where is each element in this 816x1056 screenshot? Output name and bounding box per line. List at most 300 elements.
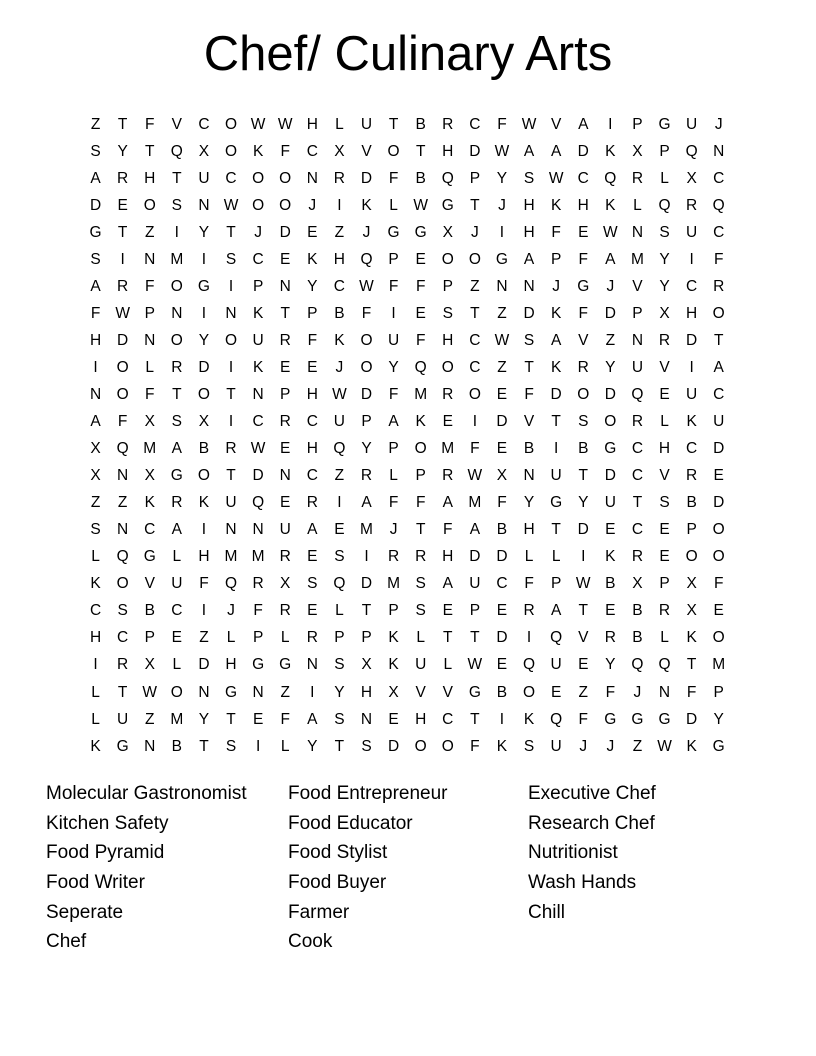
- grid-letter: E: [252, 710, 264, 728]
- grid-letter: R: [117, 277, 129, 295]
- grid-letter: E: [442, 413, 453, 431]
- grid-letter: G: [279, 656, 292, 674]
- grid-letter: L: [172, 548, 182, 566]
- grid-letter: M: [468, 494, 482, 512]
- word-search-grid: [82, 111, 732, 760]
- grid-letter: E: [578, 223, 589, 241]
- grid-letter: S: [171, 413, 182, 431]
- grid-letter: F: [578, 250, 588, 268]
- grid-letter: P: [469, 169, 481, 187]
- grid-letter: U: [631, 358, 644, 376]
- grid-letter: P: [144, 629, 155, 647]
- grid-letter: P: [361, 629, 372, 647]
- grid-letter: R: [442, 467, 454, 485]
- grid-letter: C: [577, 169, 589, 187]
- grid-letter: R: [658, 602, 671, 620]
- grid-letter: D: [387, 737, 400, 755]
- grid-letter: S: [334, 548, 345, 566]
- grid-letter: W: [413, 196, 428, 214]
- grid-letter: P: [388, 250, 399, 268]
- grid-letter: P: [469, 602, 481, 620]
- grid-letter: Z: [632, 737, 643, 755]
- grid-letter: V: [659, 358, 670, 376]
- grid-letter: Y: [578, 494, 589, 512]
- word-list-item: Food Writer: [46, 872, 145, 894]
- grid-letter: K: [144, 494, 155, 512]
- grid-letter: H: [442, 331, 454, 349]
- grid-letter: E: [659, 385, 670, 403]
- grid-letter: P: [550, 575, 562, 593]
- grid-letter: O: [387, 142, 400, 160]
- grid-letter: O: [143, 196, 156, 214]
- grid-letter: K: [388, 656, 399, 674]
- grid-letter: U: [550, 467, 562, 485]
- grid-letter: Q: [116, 440, 129, 458]
- grid-letter: S: [225, 250, 237, 268]
- grid-letter: O: [712, 548, 725, 566]
- grid-letter: D: [686, 710, 698, 728]
- grid-letter: C: [469, 115, 481, 133]
- grid-letter: M: [414, 385, 428, 403]
- grid-letter: S: [225, 737, 237, 755]
- grid-letter: I: [689, 358, 694, 376]
- grid-letter: N: [360, 710, 373, 728]
- grid-letter: U: [604, 494, 616, 512]
- word-list: [0, 779, 816, 959]
- grid-letter: U: [171, 575, 183, 593]
- grid-letter: K: [252, 142, 264, 160]
- grid-letter: A: [469, 521, 481, 539]
- grid-letter: G: [414, 223, 427, 241]
- grid-letter: A: [523, 142, 535, 160]
- grid-letter: T: [686, 656, 697, 674]
- grid-letter: Y: [388, 358, 399, 376]
- grid-letter: U: [252, 331, 264, 349]
- grid-letter: L: [91, 710, 100, 728]
- grid-letter: E: [280, 440, 291, 458]
- grid-letter: D: [198, 656, 210, 674]
- grid-letter: H: [686, 304, 698, 322]
- grid-letter: J: [606, 277, 615, 295]
- grid-letter: G: [712, 737, 725, 755]
- grid-letter: D: [496, 548, 508, 566]
- grid-letter: C: [631, 440, 644, 458]
- grid-letter: E: [307, 358, 318, 376]
- grid-letter: X: [659, 304, 670, 322]
- grid-letter: K: [605, 196, 616, 214]
- grid-letter: D: [686, 331, 698, 349]
- grid-letter: Z: [578, 683, 588, 701]
- grid-letter: Z: [334, 223, 345, 241]
- grid-letter: Y: [605, 656, 616, 674]
- grid-letter: U: [387, 331, 400, 349]
- grid-letter: T: [172, 169, 182, 187]
- grid-letter: I: [310, 683, 315, 701]
- grid-letter: F: [388, 277, 399, 295]
- word-list-item: Executive Chef: [528, 783, 656, 804]
- grid-letter: Z: [497, 358, 507, 376]
- grid-letter: Y: [334, 683, 345, 701]
- grid-letter: R: [686, 196, 698, 214]
- grid-letter: Q: [631, 656, 644, 674]
- grid-letter: E: [117, 196, 128, 214]
- grid-letter: H: [442, 548, 454, 566]
- grid-letter: Z: [90, 494, 101, 512]
- grid-letter: E: [280, 358, 291, 376]
- grid-letter: Q: [550, 710, 563, 728]
- grid-letter: J: [362, 223, 371, 241]
- grid-letter: Q: [550, 629, 563, 647]
- grid-letter: R: [117, 656, 129, 674]
- grid-letter: K: [523, 710, 535, 728]
- grid-letter: H: [523, 196, 535, 214]
- grid-letter: X: [388, 683, 399, 701]
- grid-letter: L: [633, 196, 642, 214]
- grid-letter: M: [387, 575, 401, 593]
- grid-letter: A: [550, 602, 562, 620]
- grid-letter: N: [144, 331, 156, 349]
- grid-letter: B: [496, 521, 508, 539]
- grid-letter: L: [660, 629, 669, 647]
- grid-letter: E: [605, 602, 616, 620]
- grid-letter: E: [713, 602, 724, 620]
- grid-letter: E: [496, 440, 508, 458]
- grid-letter: N: [306, 656, 318, 674]
- grid-letter: R: [252, 575, 264, 593]
- grid-letter: O: [685, 548, 698, 566]
- grid-letter: T: [470, 629, 480, 647]
- grid-letter: Z: [145, 223, 155, 241]
- word-list-item: Cook: [288, 931, 333, 953]
- grid-letter: N: [252, 683, 264, 701]
- grid-letter: Y: [198, 710, 210, 728]
- grid-letter: F: [415, 494, 426, 512]
- grid-letter: L: [280, 737, 290, 755]
- grid-letter: J: [335, 358, 344, 376]
- grid-letter: I: [228, 277, 234, 295]
- grid-letter: I: [337, 494, 342, 512]
- grid-letter: O: [414, 737, 427, 755]
- grid-letter: J: [308, 196, 317, 214]
- grid-letter: S: [307, 575, 318, 593]
- grid-letter: X: [496, 467, 508, 485]
- grid-letter: F: [145, 385, 155, 403]
- grid-letter: Y: [198, 331, 210, 349]
- grid-letter: U: [360, 115, 373, 133]
- grid-letter: C: [171, 602, 183, 620]
- grid-letter: I: [526, 629, 532, 647]
- grid-letter: C: [144, 521, 156, 539]
- grid-letter: L: [660, 413, 669, 431]
- grid-letter: N: [631, 223, 644, 241]
- grid-letter: W: [250, 115, 266, 133]
- grid-letter: P: [388, 440, 399, 458]
- grid-letter: I: [337, 196, 342, 214]
- grid-letter: E: [415, 304, 426, 322]
- grid-letter: D: [89, 196, 102, 214]
- grid-letter: S: [90, 521, 101, 539]
- grid-letter: B: [334, 304, 345, 322]
- grid-letter: O: [468, 385, 481, 403]
- grid-letter: E: [388, 710, 399, 728]
- grid-letter: G: [170, 467, 183, 485]
- grid-letter: K: [686, 737, 697, 755]
- grid-letter: H: [658, 440, 671, 458]
- grid-letter: Q: [685, 142, 698, 160]
- grid-letter: R: [631, 413, 644, 431]
- grid-letter: G: [224, 683, 238, 701]
- grid-letter: B: [632, 602, 643, 620]
- grid-letter: X: [144, 656, 155, 674]
- grid-letter: O: [170, 277, 183, 295]
- grid-letter: S: [659, 223, 670, 241]
- grid-letter: O: [441, 737, 454, 755]
- grid-letter: X: [90, 467, 101, 485]
- grid-letter: A: [90, 277, 101, 295]
- grid-letter: G: [631, 710, 644, 728]
- grid-letter: E: [171, 629, 182, 647]
- grid-letter: P: [388, 602, 399, 620]
- grid-letter: A: [442, 494, 453, 512]
- grid-letter: B: [496, 683, 508, 701]
- grid-letter: T: [199, 737, 209, 755]
- grid-letter: D: [469, 142, 481, 160]
- grid-letter: I: [553, 440, 559, 458]
- grid-letter: R: [686, 467, 698, 485]
- grid-letter: H: [577, 196, 589, 214]
- grid-letter: H: [306, 115, 318, 133]
- grid-letter: F: [117, 413, 128, 431]
- grid-letter: M: [170, 250, 184, 268]
- grid-letter: N: [117, 521, 129, 539]
- grid-letter: W: [603, 223, 618, 241]
- grid-letter: N: [117, 467, 129, 485]
- grid-letter: S: [334, 710, 345, 728]
- grid-letter: F: [578, 304, 588, 322]
- grid-letter: R: [577, 358, 589, 376]
- grid-letter: N: [631, 331, 644, 349]
- grid-letter: R: [279, 331, 291, 349]
- grid-letter: J: [633, 683, 642, 701]
- grid-letter: T: [226, 467, 236, 485]
- grid-letter: K: [686, 413, 697, 431]
- grid-letter: I: [391, 304, 396, 322]
- grid-letter: Y: [117, 142, 128, 160]
- grid-letter: D: [279, 223, 291, 241]
- grid-letter: I: [364, 548, 369, 566]
- grid-letter: Q: [414, 358, 427, 376]
- grid-letter: O: [712, 521, 725, 539]
- grid-letter: L: [389, 196, 398, 214]
- grid-letter: F: [145, 115, 155, 133]
- grid-letter: K: [252, 358, 264, 376]
- grid-letter: C: [686, 277, 698, 295]
- grid-letter: E: [578, 656, 589, 674]
- grid-letter: I: [228, 358, 234, 376]
- grid-letter: O: [197, 467, 210, 485]
- word-list-item: Chef: [46, 931, 87, 953]
- grid-letter: Y: [361, 440, 372, 458]
- grid-letter: C: [713, 169, 725, 187]
- grid-letter: H: [523, 223, 535, 241]
- grid-letter: C: [686, 440, 698, 458]
- grid-letter: X: [686, 602, 697, 620]
- grid-letter: C: [713, 385, 725, 403]
- grid-letter: R: [442, 385, 454, 403]
- grid-letter: B: [144, 602, 155, 620]
- grid-letter: C: [713, 223, 725, 241]
- grid-letter: W: [494, 142, 510, 160]
- grid-letter: S: [578, 413, 589, 431]
- grid-letter: T: [172, 385, 182, 403]
- grid-letter: X: [198, 142, 210, 160]
- grid-letter: I: [581, 548, 586, 566]
- grid-letter: F: [524, 575, 534, 593]
- grid-letter: W: [467, 656, 483, 674]
- grid-letter: A: [550, 142, 562, 160]
- grid-letter: G: [577, 277, 590, 295]
- grid-letter: Q: [441, 169, 454, 187]
- grid-letter: K: [198, 494, 210, 512]
- grid-letter: E: [334, 521, 345, 539]
- grid-letter: X: [90, 440, 101, 458]
- grid-letter: S: [90, 250, 101, 268]
- grid-letter: T: [145, 142, 155, 160]
- grid-letter: R: [117, 169, 129, 187]
- grid-letter: E: [280, 494, 291, 512]
- grid-letter: R: [631, 169, 644, 187]
- grid-letter: A: [361, 494, 372, 512]
- grid-letter: W: [359, 277, 374, 295]
- grid-letter: U: [550, 656, 562, 674]
- word-list-item: Chill: [528, 901, 565, 923]
- grid-letter: B: [171, 737, 182, 755]
- grid-letter: K: [307, 250, 318, 268]
- grid-letter: U: [117, 710, 129, 728]
- grid-letter: Y: [659, 277, 670, 295]
- grid-letter: T: [334, 737, 345, 755]
- grid-letter: N: [89, 385, 102, 403]
- word-list-item: Research Chef: [528, 812, 655, 834]
- grid-letter: T: [415, 142, 426, 160]
- grid-letter: N: [252, 385, 264, 403]
- grid-letter: W: [467, 467, 483, 485]
- grid-letter: U: [550, 737, 562, 755]
- grid-letter: C: [252, 250, 264, 268]
- grid-letter: V: [523, 413, 535, 431]
- grid-letter: S: [361, 737, 372, 755]
- grid-letter: G: [116, 737, 129, 755]
- grid-letter: X: [686, 575, 697, 593]
- grid-letter: F: [443, 521, 453, 539]
- grid-letter: D: [469, 548, 481, 566]
- grid-letter: T: [226, 385, 236, 403]
- grid-letter: E: [442, 602, 453, 620]
- grid-letter: Q: [658, 656, 671, 674]
- grid-letter: D: [577, 142, 589, 160]
- grid-letter: F: [361, 304, 372, 322]
- grid-letter: I: [472, 413, 478, 431]
- grid-letter: S: [334, 656, 345, 674]
- grid-letter: Y: [496, 169, 508, 187]
- grid-letter: W: [115, 304, 130, 322]
- grid-letter: I: [201, 304, 207, 322]
- grid-letter: H: [333, 250, 345, 268]
- grid-letter: E: [307, 548, 318, 566]
- grid-letter: P: [632, 304, 643, 322]
- grid-letter: H: [144, 169, 156, 187]
- grid-letter: T: [226, 710, 236, 728]
- grid-letter: P: [280, 385, 291, 403]
- word-list-item: Food Entrepreneur: [288, 783, 448, 804]
- grid-letter: G: [495, 250, 508, 268]
- grid-letter: D: [604, 304, 616, 322]
- grid-letter: I: [228, 413, 234, 431]
- grid-letter: Z: [334, 467, 345, 485]
- grid-letter: N: [171, 304, 183, 322]
- grid-letter: U: [469, 575, 481, 593]
- grid-letter: Z: [199, 629, 209, 647]
- grid-letter: P: [442, 277, 453, 295]
- grid-letter: M: [143, 440, 157, 458]
- grid-letter: D: [117, 331, 129, 349]
- grid-letter: F: [470, 440, 480, 458]
- grid-letter: P: [550, 250, 562, 268]
- grid-letter: T: [470, 710, 480, 728]
- grid-letter: O: [523, 683, 536, 701]
- grid-letter: M: [251, 548, 265, 566]
- grid-letter: O: [170, 683, 183, 701]
- grid-letter: O: [116, 358, 129, 376]
- grid-letter: C: [306, 142, 318, 160]
- grid-letter: K: [90, 737, 101, 755]
- grid-letter: F: [388, 494, 399, 512]
- grid-letter: F: [280, 142, 290, 160]
- grid-letter: C: [333, 277, 345, 295]
- grid-letter: J: [498, 196, 506, 214]
- grid-letter: I: [608, 115, 613, 133]
- grid-letter: A: [442, 575, 453, 593]
- grid-letter: N: [279, 467, 291, 485]
- grid-letter: Z: [145, 710, 155, 728]
- grid-letter: P: [144, 304, 155, 322]
- grid-letter: X: [280, 575, 291, 593]
- grid-letter: D: [496, 413, 508, 431]
- grid-letter: K: [334, 331, 345, 349]
- grid-letter: G: [550, 494, 563, 512]
- grid-letter: J: [227, 602, 235, 620]
- grid-letter: N: [198, 683, 210, 701]
- grid-letter: Y: [307, 737, 318, 755]
- grid-letter: W: [277, 115, 293, 133]
- grid-letter: O: [224, 331, 238, 349]
- grid-letter: E: [659, 548, 670, 566]
- grid-letter: N: [279, 277, 291, 295]
- grid-letter: O: [116, 385, 129, 403]
- grid-letter: F: [415, 277, 426, 295]
- grid-letter: I: [93, 656, 98, 674]
- word-list-column: [288, 779, 448, 957]
- grid-letter: J: [579, 737, 588, 755]
- grid-letter: I: [174, 223, 179, 241]
- word-list-column: [528, 779, 656, 927]
- grid-letter: N: [144, 250, 156, 268]
- grid-letter: S: [659, 494, 670, 512]
- grid-letter: X: [144, 413, 155, 431]
- grid-letter: N: [198, 196, 210, 214]
- grid-letter: A: [578, 115, 589, 133]
- grid-letter: D: [198, 358, 210, 376]
